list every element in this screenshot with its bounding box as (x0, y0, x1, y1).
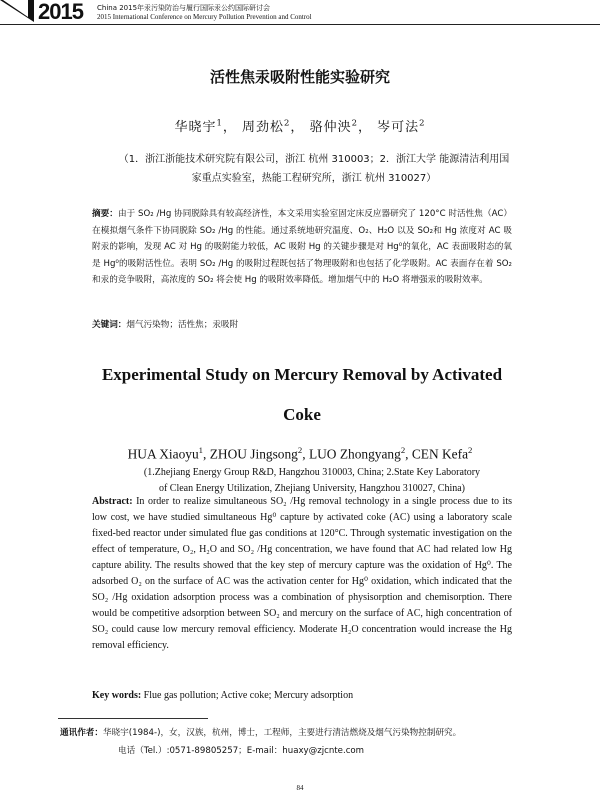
corresponding-author-contact: 电话（Tel.）:0571-89805257；E-mail：huaxy@zjcnte.com (118, 746, 365, 756)
conference-year: 2015 (38, 0, 83, 24)
author-affil-mark: 2 (468, 445, 473, 455)
author-affil-mark: 2 (400, 445, 406, 455)
author-separator: ， (222, 120, 237, 135)
abstract-label-cn: 摘要： (92, 209, 118, 219)
paper-title-en: Experimental Study on Mercury Removal by Activated Coke (101, 365, 503, 424)
page-number: 84 (296, 784, 304, 792)
footnote-label: 通讯作者： (60, 728, 103, 738)
author-list-en (0, 445, 600, 462)
keywords-text-cn: 烟气污染物；活性焦；汞吸附 (126, 320, 239, 330)
conference-header (0, 0, 600, 26)
author-name: LUO Zhongyang (308, 446, 401, 462)
author-affil-mark: 2 (351, 117, 358, 128)
author-separator: , (302, 446, 309, 462)
author-name: 岑可法 (377, 120, 420, 135)
header-divider (0, 24, 600, 25)
author-separator: , (405, 446, 412, 462)
paper-title-cn: 活性焦汞吸附性能实验研究 (209, 68, 390, 86)
abstract-cn (92, 206, 512, 289)
author-affil-mark: 2 (419, 117, 426, 128)
author-affil-mark: 2 (284, 117, 291, 128)
author-name: 华晓宇 (174, 120, 217, 135)
author-name: 骆仲泱 (309, 120, 352, 135)
abstract-text-en: In order to realize simultaneous SO₂ /Hg removal technology in a single process due to its low cost, we have studied simultaneous Hg⁰ capture by activated coke (AC) using a laboratory scale fixed-bed reactor under simulated flue gas conditions at 120°C. Through systematic investigation on the effect of temperature, O₂, H₂O and SO₂ /Hg concentration, we have found that AC had related low Hg capture ability. The results showed that the key step of mercury capture was the oxidation of Hg⁰. The adsorbed O₂ on the surface of AC was the activation center for Hg⁰ oxidation, which indicated that the SO₂ /Hg oxidation adsorption process was a combination of physisorption and chemisorption. There would be competitive adsorption between SO₂ and mercury on the surface of AC, high concentration of SO₂ could cause low mercury removal efficiency. Moderate H₂O concentration would increase the Hg removal efficiency. (92, 496, 512, 651)
footnote-bio: 华晓宇(1984-)，女，汉族，杭州，博士，工程师，主要进行清洁燃烧及烟气污染物控制研究。 (102, 728, 462, 738)
author-list-cn (0, 116, 600, 135)
footnote-divider (58, 718, 208, 719)
keywords-label-en: Key words: (92, 690, 142, 701)
affiliation-en: (1.Zhejiang Energy Group R&D, Hangzhou 310003, China; 2.State Key Laboratory of Clean Energy Utilization, Zhejiang University, Hangzhou 310027, China) (143, 467, 481, 494)
author-separator: , (203, 446, 210, 462)
author-affil-mark: 2 (297, 445, 303, 455)
author-affil-mark: 1 (198, 445, 204, 455)
abstract-en (92, 494, 512, 654)
corresponding-author-note (60, 726, 461, 738)
keywords-en (92, 690, 512, 701)
keywords-text-en: Flue gas pollution; Active coke; Mercury adsorption (143, 690, 354, 701)
keywords-cn (92, 318, 512, 330)
abstract-text-cn: 由于 SO₂ /Hg 协同脱除具有较高经济性，本文采用实验室固定床反应器研究了 120°C 时活性焦（AC）在模拟烟气条件下协同脱除 SO₂ /Hg 的性能。通过系统地研究温度、O₂、H₂O 以及 SO₂和 Hg 浓度对 AC 吸附汞的影响，发现 AC 对 Hg 的吸附能力较低，AC 吸附 Hg 的关键步骤是对 Hg⁰的氧化，AC 表面吸附态的氧是 Hg⁰的吸附活性位。表明 SO₂ /Hg 的吸附过程既包括了物理吸附和也包括了化学吸附。AC 表面存在着 SO₂ 和汞的竞争吸附，高浓度的 SO₂ 将会使 Hg 的吸附效率降低。增加烟气中的 H₂O 将增强汞的吸附效率。 (92, 209, 512, 286)
author-name: CEN Kefa (411, 446, 469, 462)
author-affil-mark: 1 (216, 117, 223, 128)
author-separator: ， (357, 120, 372, 135)
conference-logo-icon (0, 0, 40, 24)
affiliation-cn: （1．浙江浙能技术研究院有限公司，浙江 杭州 310003；2．浙江大学 能源清洁利用国家重点实验室，热能工程研究所，浙江 杭州 310027） (118, 154, 510, 184)
author-separator: ， (290, 120, 305, 135)
conference-name-en: 2015 International Conference on Mercury Pollution Prevention and Control (97, 13, 312, 21)
author-name: 周劲松 (242, 120, 285, 135)
conference-name-cn: China 2015年汞污染防治与履行国际汞公约国际研讨会 (97, 4, 271, 12)
author-name: ZHOU Jingsong (209, 446, 298, 462)
author-name: HUA Xiaoyu (127, 446, 199, 462)
abstract-label-en: Abstract: (92, 496, 133, 507)
keywords-label-cn: 关键词： (92, 320, 127, 330)
